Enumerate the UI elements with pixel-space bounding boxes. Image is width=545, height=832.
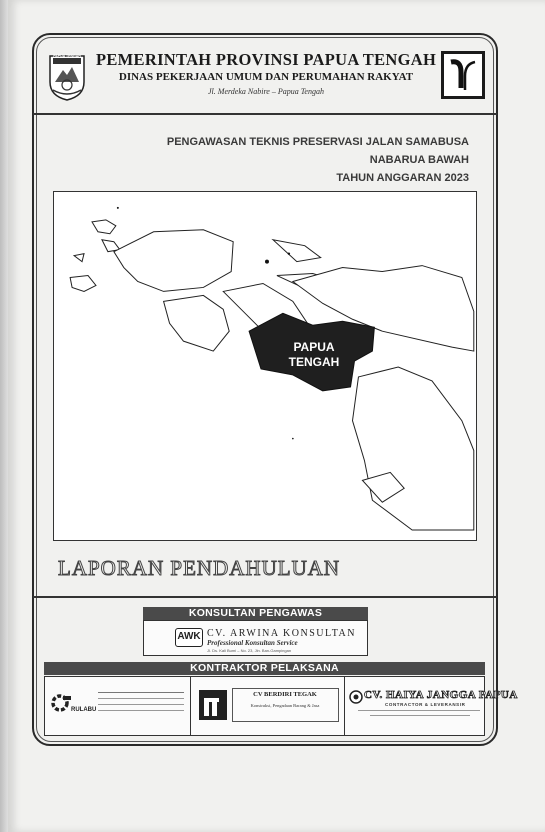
berdiri-tegak-description: Konstruksi, Pengadaan Barang & Jasa xyxy=(250,703,320,708)
map-region-label-line2: TENGAH xyxy=(288,355,340,369)
rulabu-text-line xyxy=(98,698,184,699)
haiya-jangga-name: CV. HAIYA JANGGA PAPUA xyxy=(364,689,518,701)
pu-logo-icon xyxy=(441,51,485,99)
report-title: LAPORAN PENDAHULUAN xyxy=(58,556,341,580)
contractor-divider-2 xyxy=(344,676,345,736)
consultant-heading: KONSULTAN PENGAWAS xyxy=(143,607,368,620)
rulabu-text-line xyxy=(98,692,184,693)
project-title-line3: TAHUN ANGGARAN 2023 xyxy=(336,172,469,184)
haiya-text-line xyxy=(358,710,480,711)
haiya-emblem-icon xyxy=(349,690,363,704)
contractor-divider-1 xyxy=(190,676,191,736)
map-region-label xyxy=(284,340,344,370)
rulabu-name: RULABU xyxy=(71,707,97,713)
header-separator xyxy=(33,113,497,115)
consultant-address: Jl. Ds. Kali Bumi – No. 23, Jln. Ban-Gampingan xyxy=(207,648,292,653)
map-region-label-line1: PAPUA xyxy=(293,340,335,354)
emblem-label: PAPUA TENGAH xyxy=(53,54,81,58)
department-address: Jl. Merdeka Nabire – Papua Tengah xyxy=(208,87,324,96)
consultant-tagline: Professional Konsultan Service xyxy=(207,639,298,647)
awk-logo-icon: AWK xyxy=(175,628,203,647)
project-title-line1: PENGAWASAN TEKNIS PRESERVASI JALAN SAMABUSA xyxy=(166,136,469,148)
berdiri-tegak-name: CV BERDIRI TEGAK xyxy=(253,691,317,698)
consultant-name: CV. ARWINA KONSULTAN xyxy=(207,628,356,639)
rulabu-text-line xyxy=(98,704,184,705)
contractor-heading: KONTRAKTOR PELAKSANA xyxy=(44,662,485,675)
project-title-line2: NABARUA BAWAH xyxy=(369,154,469,166)
footer-separator xyxy=(33,596,497,598)
papua-tengah-emblem-icon xyxy=(47,52,87,102)
government-title: PEMERINTAH PROVINSI PAPUA TENGAH xyxy=(96,50,437,69)
berdiri-tegak-logo-icon xyxy=(199,690,227,720)
papua-map xyxy=(53,191,477,541)
department-name: DINAS PEKERJAAN UMUM DAN PERUMAHAN RAKYAT xyxy=(118,71,414,83)
haiya-jangga-description: CONTRACTOR & LEVERANSIR xyxy=(385,702,466,707)
haiya-text-line xyxy=(370,715,470,716)
rulabu-gear-icon xyxy=(49,692,73,714)
rulabu-text-line xyxy=(98,710,184,711)
